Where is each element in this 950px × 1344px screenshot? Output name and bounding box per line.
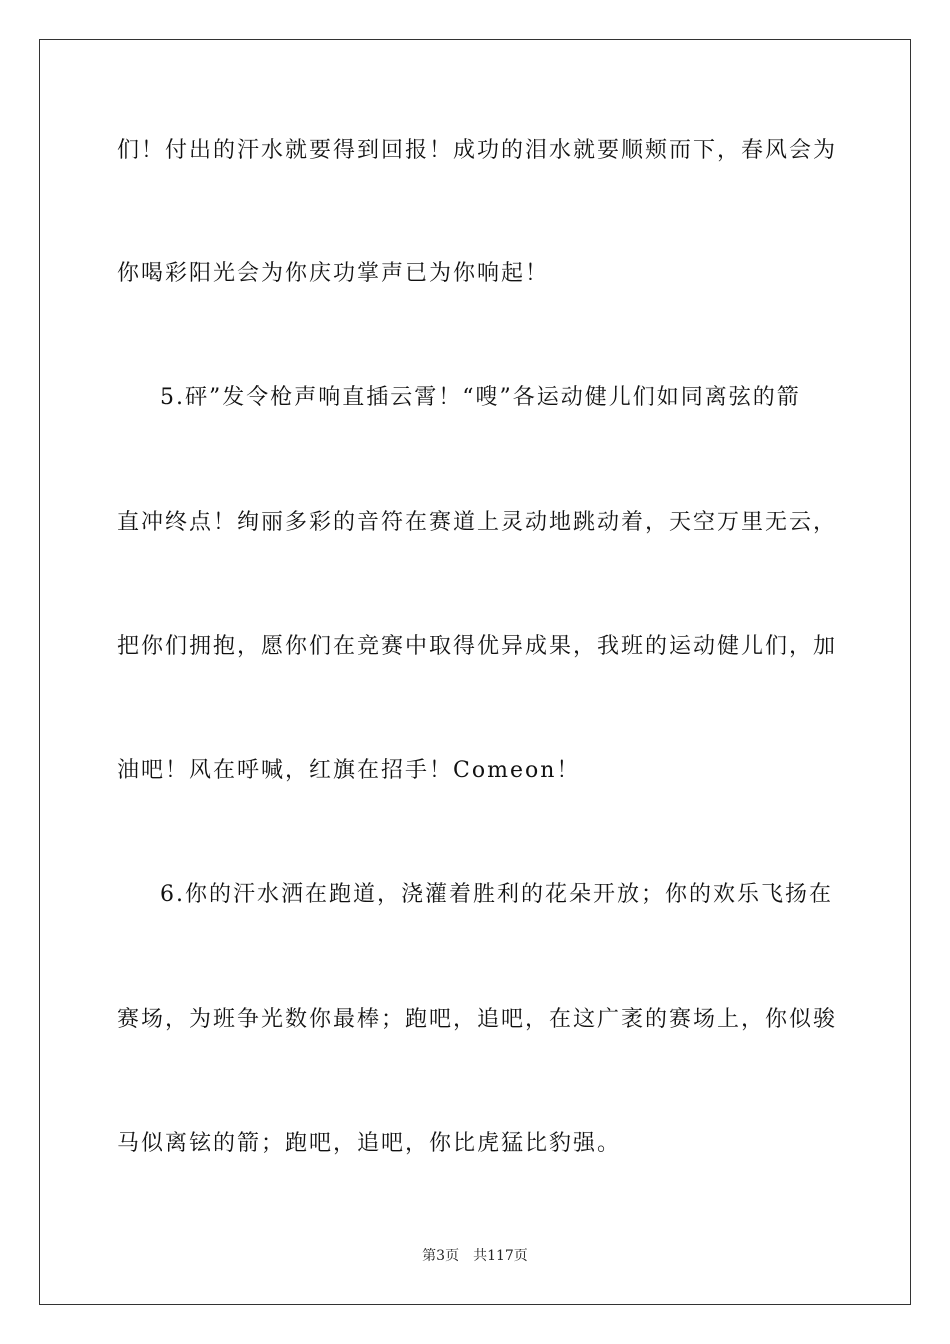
text-line: 赛场，为班争光数你最棒；跑吧，追吧，在这广袤的赛场上，你似骏: [117, 1007, 838, 1032]
page-number-footer: 第3页 共117页: [422, 1248, 528, 1264]
text-line: 油吧！风在呼喊，红旗在招手！Comeon！: [117, 758, 581, 783]
text-line: 把你们拥抱，愿你们在竞赛中取得优异成果，我班的运动健儿们，加: [117, 634, 838, 659]
text-line: 马似离铉的箭；跑吧，追吧，你比虎猛比豹强。: [117, 1131, 622, 1156]
text-line: 直冲终点！绚丽多彩的音符在赛道上灵动地跳动着，天空万里无云，: [117, 510, 838, 535]
text-line-item-6: 6.你的汗水洒在跑道，浇灌着胜利的花朵开放；你的欢乐飞扬在: [160, 882, 833, 907]
text-line: 你喝彩阳光会为你庆功掌声已为你响起！: [117, 261, 550, 286]
text-line: 们！付出的汗水就要得到回报！成功的泪水就要顺颊而下，春风会为: [117, 138, 838, 163]
page-frame: [39, 39, 911, 1305]
text-line-item-5: 5.砰”发令枪声响直插云霄！“嗖”各运动健儿们如同离弦的箭: [160, 385, 801, 410]
